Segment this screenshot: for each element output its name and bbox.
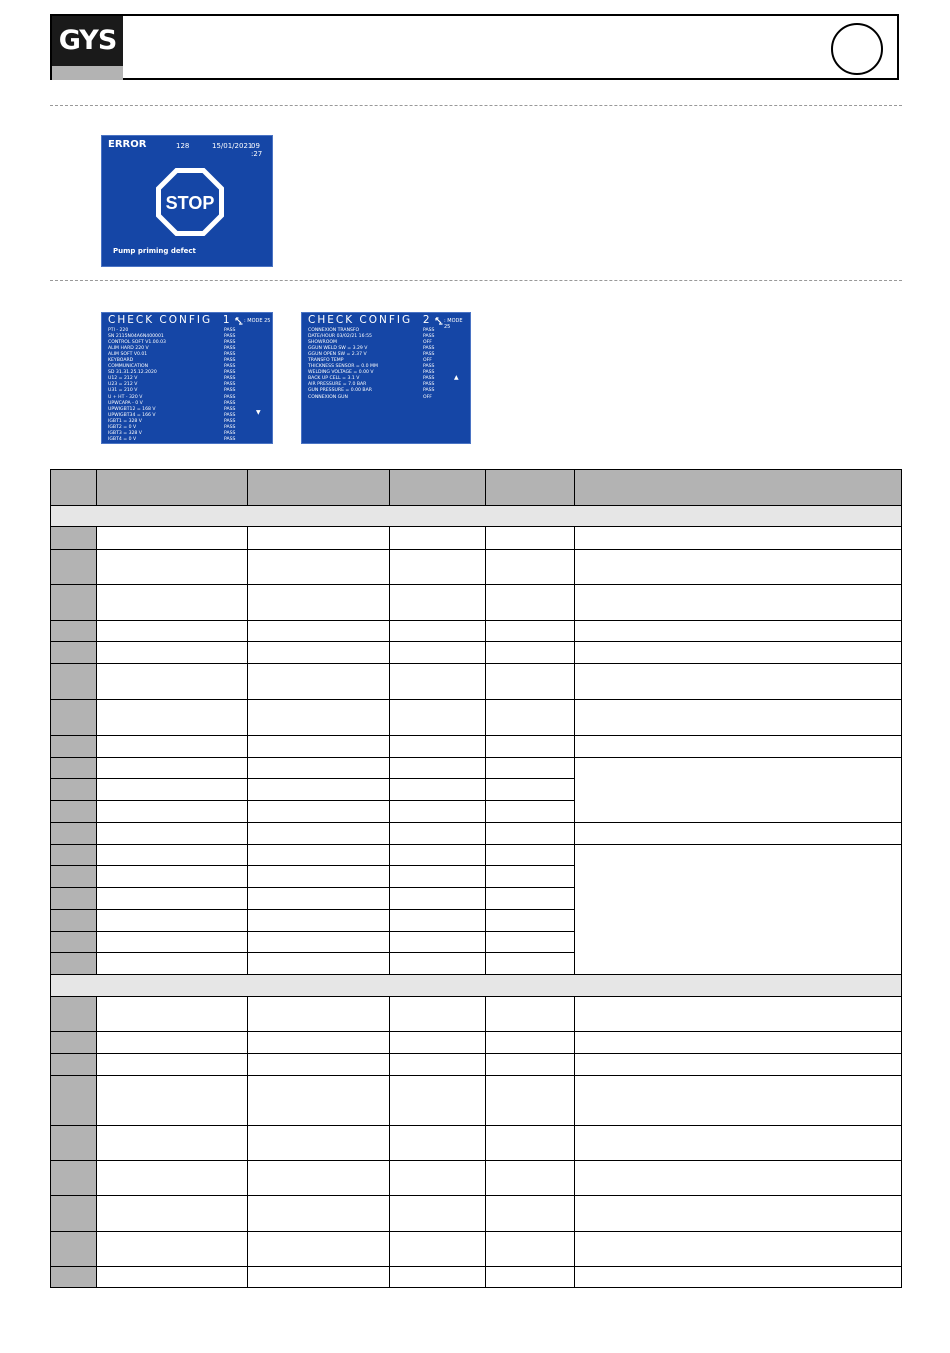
- table-row: [51, 997, 902, 1032]
- table-row: [51, 527, 902, 550]
- divider: [50, 105, 902, 106]
- row-index-cell: [51, 758, 97, 779]
- config-row-label: UPWCAPA - 0 V: [108, 400, 143, 406]
- row-index-cell: [51, 550, 97, 585]
- row-index-cell: [51, 1126, 97, 1161]
- table-cell: [486, 866, 575, 888]
- error-screen: [101, 135, 273, 267]
- table-cell: [248, 801, 390, 823]
- table-cell: [97, 664, 248, 700]
- config-row-label: BACK UP CELL = 3.1 V: [308, 376, 360, 382]
- table-row: [51, 823, 902, 845]
- table-cell: [97, 642, 248, 664]
- config-row-label: KEYBOARD: [108, 358, 134, 364]
- row-index-cell: [51, 823, 97, 845]
- table-cell: [248, 845, 390, 866]
- config-row-status: PASS: [224, 388, 236, 394]
- table-cell: [575, 1076, 902, 1126]
- table-row: [51, 1267, 902, 1288]
- table-cell: [390, 1161, 486, 1196]
- error-date: 15/01/2021: [212, 142, 253, 150]
- table-row: [51, 1161, 902, 1196]
- table-cell: [248, 527, 390, 550]
- table-cell: [97, 1126, 248, 1161]
- config-row-label: SHOWROOM: [308, 340, 337, 346]
- stop-sign-icon: [155, 167, 225, 237]
- table-cell: [390, 700, 486, 736]
- table-cell: [486, 1267, 575, 1288]
- table-cell: [486, 845, 575, 866]
- table-cell: [248, 758, 390, 779]
- row-index-cell: [51, 845, 97, 866]
- table-cell: [97, 585, 248, 621]
- table-cell: [97, 997, 248, 1032]
- table-cell: [390, 664, 486, 700]
- config-row-label: UPWIGBT34 = 166 V: [108, 412, 156, 418]
- config-row-status: PASS: [224, 334, 236, 340]
- table-cell: [486, 736, 575, 758]
- config-row-status: PASS: [224, 418, 236, 424]
- check-config-screen-2: [301, 312, 471, 444]
- table-cell: [248, 1054, 390, 1076]
- table-cell: [248, 1161, 390, 1196]
- table-cell: [97, 758, 248, 779]
- table-cell: [575, 642, 902, 664]
- table-cell: [390, 1232, 486, 1267]
- table-cell: [248, 621, 390, 642]
- config-row-status: PASS: [224, 406, 236, 412]
- error-title: ERROR: [108, 139, 147, 150]
- row-index-cell: [51, 997, 97, 1032]
- table-cell: [575, 1032, 902, 1054]
- table-cell: [248, 779, 390, 801]
- table-cell: [97, 932, 248, 953]
- row-index-cell: [51, 866, 97, 888]
- table-cell: [97, 845, 248, 866]
- row-index-cell: [51, 621, 97, 642]
- config-row-status: PASS: [423, 364, 435, 370]
- table-cell: [390, 823, 486, 845]
- row-index-cell: [51, 801, 97, 823]
- table-row: [51, 585, 902, 621]
- row-index-cell: [51, 1054, 97, 1076]
- header-cell: [390, 470, 486, 506]
- header-cell: [486, 470, 575, 506]
- check-config-screen-1: [101, 312, 273, 444]
- config-row-label: GGUN OPEN SW = 2.37 V: [308, 352, 367, 358]
- config-row-label: CONNEXION GUN: [308, 394, 348, 400]
- config-row-status: PASS: [423, 346, 435, 352]
- table-cell: [248, 1076, 390, 1126]
- table-row: [51, 1126, 902, 1161]
- wrench-icon: [235, 317, 243, 325]
- config-row-label: U + HT - 320 V: [108, 394, 143, 400]
- table-cell: [97, 1232, 248, 1267]
- table-cell: [248, 823, 390, 845]
- config-title: CHECK CONFIG 1: [108, 314, 232, 326]
- scroll-down-icon[interactable]: ▼: [256, 409, 261, 416]
- config-row-label: IGBT2 = 0 V: [108, 424, 137, 430]
- table-cell: [390, 779, 486, 801]
- config-row-label: TRANSFO TEMP: [308, 358, 344, 364]
- config-row-label: SN 2115N04A6N400001: [108, 334, 164, 340]
- config-mode: : MODE 25: [244, 318, 271, 324]
- table-row: [51, 1232, 902, 1267]
- table-cell: [97, 1196, 248, 1232]
- config-row-status: PASS: [224, 436, 236, 442]
- table-cell: [486, 1054, 575, 1076]
- table-cell: [97, 779, 248, 801]
- table-cell: [486, 758, 575, 779]
- table-cell: [248, 888, 390, 910]
- table-cell: [97, 801, 248, 823]
- table-cell: [248, 866, 390, 888]
- table-cell: [248, 550, 390, 585]
- table-cell: [97, 1054, 248, 1076]
- table-cell: [575, 736, 902, 758]
- table-cell: [97, 1161, 248, 1196]
- table-cell: [390, 758, 486, 779]
- table-cell: [248, 1232, 390, 1267]
- table-row: [51, 845, 902, 866]
- table-cell: [575, 845, 902, 975]
- row-index-cell: [51, 700, 97, 736]
- section-row: [51, 506, 902, 527]
- config-row-label: GUN PRESSURE = 0.00 BAR: [308, 388, 372, 394]
- config-row-label: AIR PRESSURE = 7.0 BAR: [308, 382, 367, 388]
- table-cell: [97, 527, 248, 550]
- table-cell: [486, 953, 575, 975]
- table-row: [51, 1196, 902, 1232]
- row-index-cell: [51, 1161, 97, 1196]
- table-cell: [97, 866, 248, 888]
- config-row-status: PASS: [224, 346, 236, 352]
- table-row: [51, 1032, 902, 1054]
- config-row-label: WELDING VOLTAGE = 0.00 V: [308, 370, 374, 376]
- row-index-cell: [51, 1196, 97, 1232]
- wrench-icon: [435, 317, 443, 325]
- table-cell: [390, 910, 486, 932]
- table-cell: [486, 664, 575, 700]
- table-cell: [390, 1267, 486, 1288]
- table-cell: [575, 997, 902, 1032]
- error-message: Pump priming defect: [113, 247, 196, 255]
- table-cell: [97, 910, 248, 932]
- table-row: [51, 758, 902, 779]
- config-rows: [308, 328, 470, 401]
- table-cell: [390, 1196, 486, 1232]
- config-title: CHECK CONFIG 2: [308, 314, 432, 326]
- table-cell: [97, 1032, 248, 1054]
- table-cell: [575, 1267, 902, 1288]
- config-row-label: CONTROL SOFT V1.00.03: [108, 340, 166, 346]
- table-cell: [575, 664, 902, 700]
- table-cell: [248, 997, 390, 1032]
- divider: [50, 280, 902, 281]
- row-index-cell: [51, 1032, 97, 1054]
- table-cell: [390, 932, 486, 953]
- table-cell: [248, 1267, 390, 1288]
- table-cell: [486, 779, 575, 801]
- table-cell: [486, 1232, 575, 1267]
- table-cell: [390, 1076, 486, 1126]
- page-header: [50, 14, 899, 80]
- config-row-label: CONNEXION TRANSFO: [308, 328, 360, 333]
- config-row: [308, 395, 470, 401]
- error-time: 09 :27: [251, 142, 263, 158]
- header-cell: [97, 470, 248, 506]
- config-row-label: UPWIGBT12 = 168 V: [108, 406, 156, 412]
- table-cell: [248, 664, 390, 700]
- row-index-cell: [51, 585, 97, 621]
- table-cell: [390, 953, 486, 975]
- config-row-status: OFF: [423, 394, 432, 400]
- table-cell: [486, 910, 575, 932]
- config-row-label: GGUN WELD SW = 3.29 V: [308, 346, 368, 352]
- config-row-label: ALIM SOFT V0.01: [108, 352, 148, 358]
- config-row-status: OFF: [423, 358, 432, 364]
- config-row-status: PASS: [224, 382, 236, 388]
- config-row-status: PASS: [423, 382, 435, 388]
- config-row-status: PASS: [224, 376, 236, 382]
- config-row-label: IGBT4 = 0 V: [108, 436, 137, 442]
- config-row-status: PASS: [224, 352, 236, 358]
- config-row-label: IGBT3 = 328 V: [108, 430, 142, 436]
- table-cell: [486, 1032, 575, 1054]
- table-cell: [248, 1126, 390, 1161]
- config-row-label: U31 = 210 V: [108, 388, 138, 394]
- row-index-cell: [51, 953, 97, 975]
- table-cell: [575, 758, 902, 823]
- table-cell: [575, 1161, 902, 1196]
- table-cell: [575, 585, 902, 621]
- table-cell: [575, 621, 902, 642]
- table-cell: [51, 506, 902, 527]
- table-cell: [486, 642, 575, 664]
- table-cell: [486, 585, 575, 621]
- table-cell: [575, 1232, 902, 1267]
- row-index-cell: [51, 664, 97, 700]
- config-row-label: PTI - 220: [108, 328, 129, 333]
- config-rows: [108, 328, 272, 443]
- config-row-status: PASS: [423, 334, 435, 340]
- config-row-status: PASS: [423, 376, 435, 382]
- table-cell: [97, 700, 248, 736]
- table-cell: [390, 736, 486, 758]
- row-index-cell: [51, 527, 97, 550]
- row-index-cell: [51, 779, 97, 801]
- table-cell: [97, 550, 248, 585]
- table-cell: [390, 1054, 486, 1076]
- table-row: [51, 642, 902, 664]
- table-cell: [248, 585, 390, 621]
- row-index-cell: [51, 910, 97, 932]
- table-row: [51, 700, 902, 736]
- table-cell: [97, 1267, 248, 1288]
- table-row: [51, 1076, 902, 1126]
- row-index-cell: [51, 1267, 97, 1288]
- config-row-status: PASS: [224, 412, 236, 418]
- row-index-cell: [51, 932, 97, 953]
- table-cell: [97, 953, 248, 975]
- row-index-cell: [51, 642, 97, 664]
- config-row-label: ALIM HARD 220 V: [108, 346, 149, 352]
- config-row-status: PASS: [224, 424, 236, 430]
- table-cell: [486, 527, 575, 550]
- table-cell: [486, 1076, 575, 1126]
- table-cell: [51, 975, 902, 997]
- table-cell: [486, 1196, 575, 1232]
- table-cell: [390, 527, 486, 550]
- table-cell: [390, 801, 486, 823]
- table-cell: [97, 823, 248, 845]
- table-row: [51, 1054, 902, 1076]
- table-cell: [486, 823, 575, 845]
- table-cell: [575, 823, 902, 845]
- table-row: [51, 736, 902, 758]
- config-row-status: PASS: [423, 352, 435, 358]
- row-index-cell: [51, 1076, 97, 1126]
- table-cell: [248, 642, 390, 664]
- config-mode: : MODE 25: [444, 318, 463, 330]
- table-cell: [390, 888, 486, 910]
- table-cell: [248, 736, 390, 758]
- config-row-label: U23 = 212 V: [108, 382, 138, 388]
- table-cell: [390, 585, 486, 621]
- table-cell: [486, 1126, 575, 1161]
- row-index-cell: [51, 1232, 97, 1267]
- fault-table: [50, 469, 902, 1288]
- config-row-label: SD 31.31.25.12.2020: [108, 370, 157, 376]
- config-row-status: PASS: [224, 340, 236, 346]
- table-cell: [390, 866, 486, 888]
- header-cell: [575, 470, 902, 506]
- config-row-label: U12 = 212 V: [108, 376, 138, 382]
- table-cell: [390, 997, 486, 1032]
- config-row-status: PASS: [224, 328, 236, 333]
- table-cell: [486, 888, 575, 910]
- table-cell: [390, 1032, 486, 1054]
- config-row-status: PASS: [224, 364, 236, 370]
- header-cell: [51, 470, 97, 506]
- table-cell: [97, 736, 248, 758]
- table-cell: [575, 1054, 902, 1076]
- table-header-row: [51, 470, 902, 506]
- table-cell: [575, 700, 902, 736]
- table-cell: [248, 910, 390, 932]
- table-cell: [248, 1032, 390, 1054]
- gys-logo: [52, 16, 123, 80]
- logo-text: GYS: [52, 16, 123, 66]
- config-row-status: PASS: [423, 388, 435, 394]
- section-row: [51, 975, 902, 997]
- table-cell: [248, 1196, 390, 1232]
- table-cell: [390, 1126, 486, 1161]
- table-cell: [97, 1076, 248, 1126]
- table-cell: [486, 801, 575, 823]
- table-cell: [486, 1161, 575, 1196]
- config-row-label: DATE/HOUR 03/02/21 16:55: [308, 334, 372, 340]
- config-row-status: PASS: [224, 358, 236, 364]
- config-row-status: PASS: [224, 400, 236, 406]
- config-row-status: PASS: [224, 370, 236, 376]
- table-cell: [575, 527, 902, 550]
- config-row-status: PASS: [423, 370, 435, 376]
- table-row: [51, 664, 902, 700]
- config-row: [108, 437, 272, 443]
- table-cell: [486, 997, 575, 1032]
- config-row-status: PASS: [224, 430, 236, 436]
- scroll-up-icon[interactable]: ▲: [454, 374, 459, 381]
- table-cell: [248, 700, 390, 736]
- table-cell: [97, 888, 248, 910]
- config-row-status: OFF: [423, 340, 432, 346]
- logo-band: [52, 66, 123, 80]
- table-cell: [486, 932, 575, 953]
- row-index-cell: [51, 888, 97, 910]
- config-row-label: COMMUNICATION: [108, 364, 149, 370]
- language-circle: [831, 23, 883, 75]
- table-cell: [486, 621, 575, 642]
- header-cell: [248, 470, 390, 506]
- table-cell: [575, 1196, 902, 1232]
- stop-text: STOP: [165, 193, 215, 213]
- config-row-status: PASS: [224, 394, 236, 400]
- table-cell: [575, 1126, 902, 1161]
- table-cell: [486, 550, 575, 585]
- table-cell: [390, 550, 486, 585]
- error-code: 128: [176, 142, 190, 150]
- table-row: [51, 621, 902, 642]
- table-cell: [248, 932, 390, 953]
- config-row-label: IGBT1 = 328 V: [108, 418, 142, 424]
- row-index-cell: [51, 736, 97, 758]
- table-cell: [390, 845, 486, 866]
- table-row: [51, 550, 902, 585]
- table-cell: [248, 953, 390, 975]
- config-row-label: THICKNESS SENSOR = 0.0 MM: [308, 364, 378, 370]
- table-cell: [575, 550, 902, 585]
- table-cell: [97, 621, 248, 642]
- table-cell: [486, 700, 575, 736]
- table-cell: [390, 642, 486, 664]
- table-cell: [390, 621, 486, 642]
- config-row-status: PASS: [423, 328, 435, 333]
